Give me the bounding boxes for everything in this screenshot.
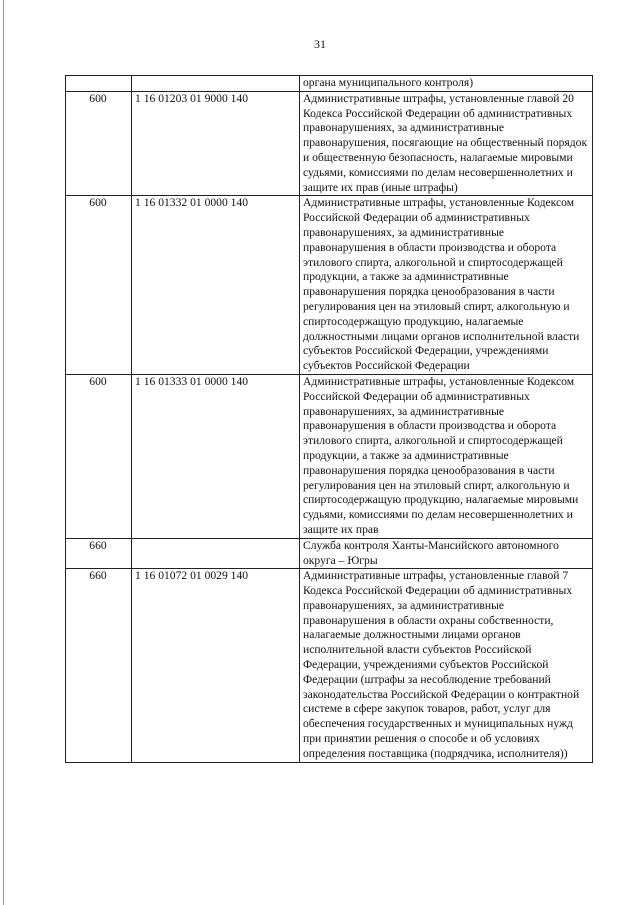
admin-code-cell	[66, 76, 132, 92]
table-row	[66, 91, 593, 196]
admin-code-cell: 600	[66, 91, 132, 196]
table-row	[66, 196, 593, 375]
budget-code-cell: 1 16 01072 01 0029 140	[132, 569, 300, 762]
table-row	[66, 76, 593, 92]
page-number: 31	[314, 37, 326, 51]
table-row	[66, 569, 593, 762]
table-row	[66, 538, 593, 569]
budget-code-cell: 1 16 01203 01 9000 140	[132, 91, 300, 196]
revenue-name-cell: органа муниципального контроля)	[300, 76, 593, 92]
budget-code-cell	[132, 76, 300, 92]
table-row	[66, 374, 593, 538]
admin-code-cell: 600	[66, 196, 132, 375]
admin-code-cell: 660	[66, 569, 132, 762]
budget-code-cell	[132, 538, 300, 569]
revenue-name-cell: Административные штрафы, установленные Кодексом Российской Федерации об административных правонарушениях, за административные правонарушения в области производства и оборота этилового спирта, алкогольной и спиртосодержащей продукции, а также за административные правонарушения порядка ценообразования в части регулирования цен на этиловый спирт, алкогольную и спиртосодержащую продукцию, налагаемые должностными лицами органов исполнительной власти субъектов Российской Федерации, учреждениями субъектов Российской Федерации	[300, 196, 593, 375]
budget-code-cell: 1 16 01333 01 0000 140	[132, 374, 300, 538]
admin-code-cell: 660	[66, 538, 132, 569]
revenue-name-cell: Служба контроля Ханты-Мансийского автономного округа – Югры	[300, 538, 593, 569]
revenue-name-cell: Административные штрафы, установленные главой 7 Кодекса Российской Федерации об административных правонарушениях, за административные правонарушения в области охраны собственности, налагаемые должностными лицами органов исполнительной власти субъектов Российской Федерации, учреждениями субъектов Российской Федерации (штрафы за несоблюдение требований законодательства Российской Федерации о контрактной системе в сфере закупок товаров, работ, услуг для обеспечения государственных и муниципальных нужд при принятии решения о способе и об условиях определения поставщика (подрядчика, исполнителя))	[300, 569, 593, 762]
revenue-name-cell: Административные штрафы, установленные Кодексом Российской Федерации об административных правонарушениях, за административные правонарушения в области производства и оборота этилового спирта, алкогольной и спиртосодержащей продукции, а также за административные правонарушения порядка ценообразования в части регулирования цен на этиловый спирт, алкогольную и спиртосодержащую продукцию, налагаемые мировыми судьями, комиссиями по делам несовершеннолетних и защите их прав	[300, 374, 593, 538]
page-left-edge	[3, 0, 4, 905]
revenue-name-cell: Административные штрафы, установленные главой 20 Кодекса Российской Федерации об административных правонарушениях, за административные правонарушения, посягающие на общественный порядок и общественную безопасность, налагаемые мировыми судьями, комиссиями по делам несовершеннолетних и защите их прав (иные штрафы)	[300, 91, 593, 196]
budget-code-cell: 1 16 01332 01 0000 140	[132, 196, 300, 375]
budget-codes-table	[65, 75, 593, 763]
admin-code-cell: 600	[66, 374, 132, 538]
